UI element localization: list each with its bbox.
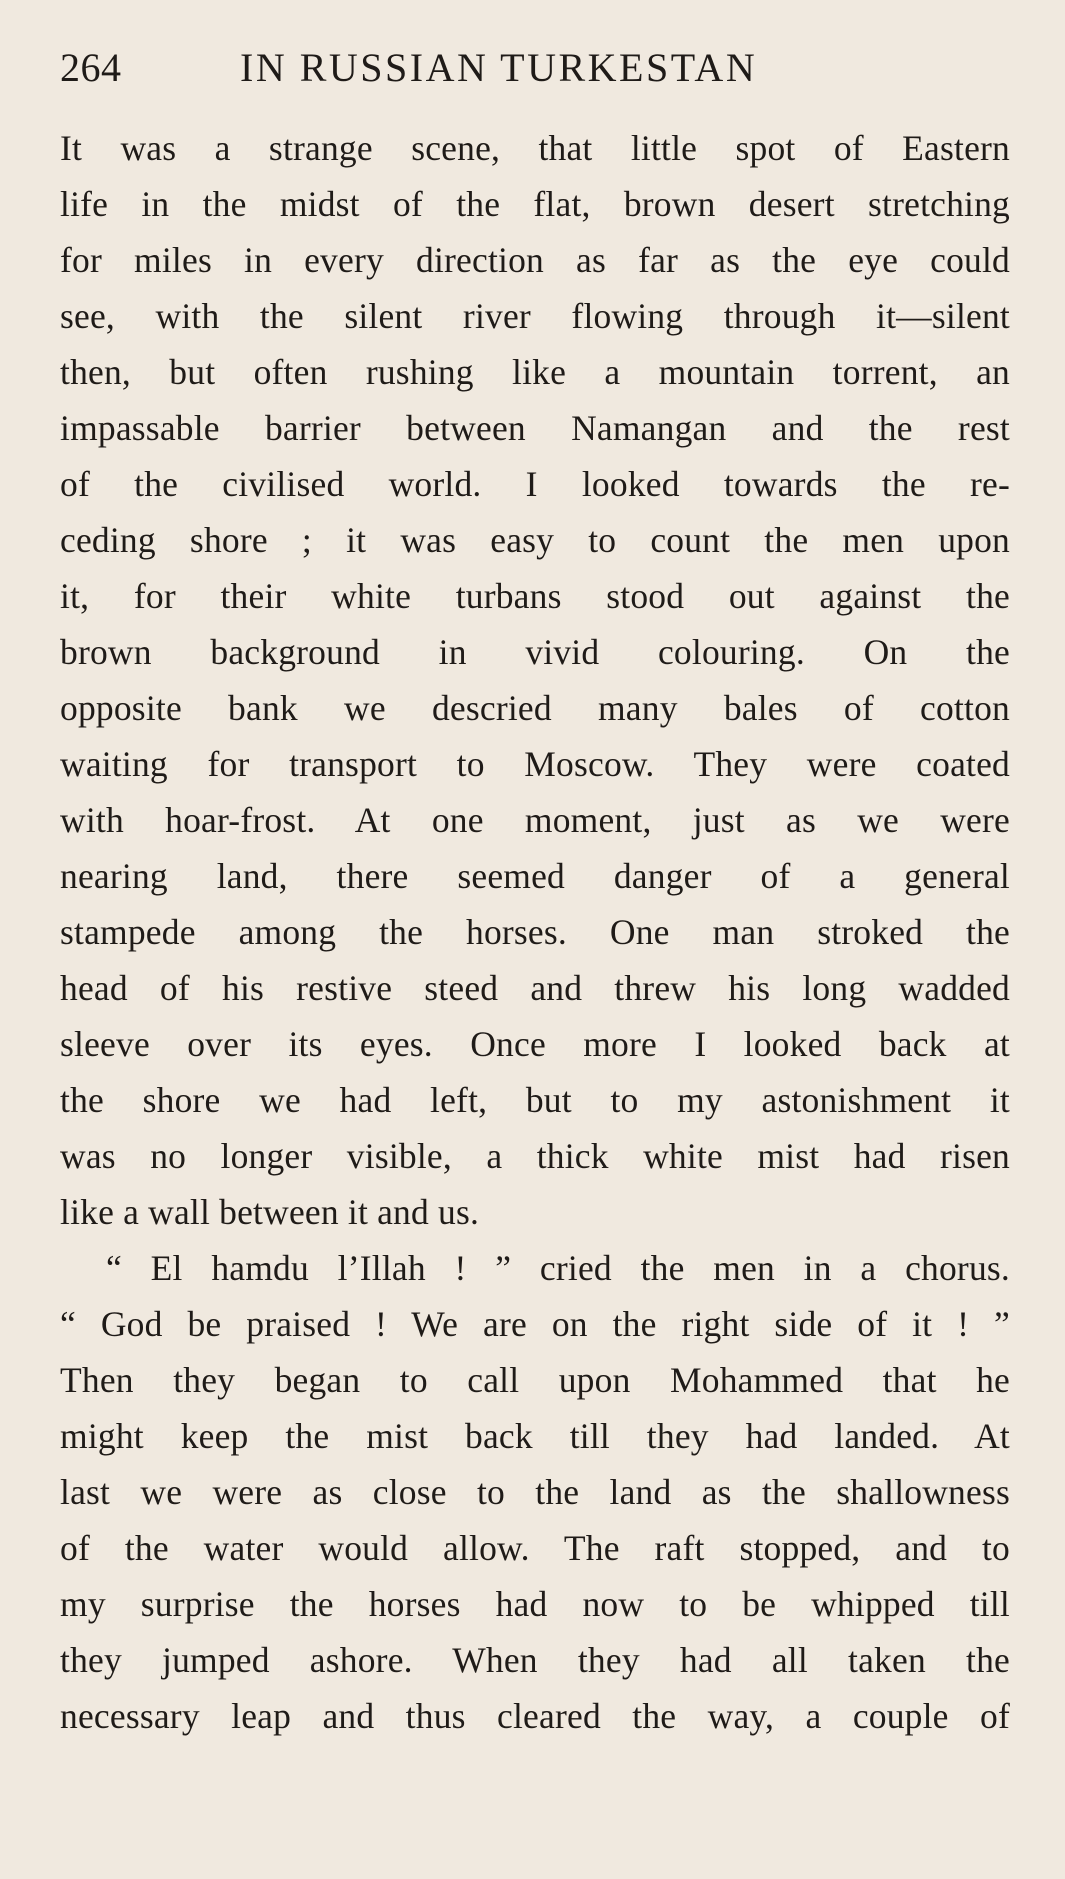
text-line: stampede among the horses. One man stroked the	[60, 912, 1010, 952]
text-line: was no longer visible, a thick white mist had risen	[60, 1136, 1010, 1176]
text-line: waiting for transport to Moscow. They were coated	[60, 744, 1010, 784]
text-line: they jumped ashore. When they had all taken the	[60, 1640, 1010, 1680]
text-line: brown background in vivid colouring. On the	[60, 632, 1010, 672]
text-line: for miles in every direction as far as the eye could	[60, 240, 1010, 280]
text-line: necessary leap and thus cleared the way, a couple of	[60, 1696, 1010, 1736]
text-line: “ El hamdu l’Illah ! ” cried the men in a chorus.	[106, 1248, 1010, 1288]
text-line: of the civilised world. I looked towards the re-	[60, 464, 1010, 504]
text-line: see, with the silent river flowing through it—silent	[60, 296, 1010, 336]
text-line: nearing land, there seemed danger of a general	[60, 856, 1010, 896]
paragraph-2	[60, 1240, 1010, 1744]
text-line: Then they began to call upon Mohammed that he	[60, 1360, 1010, 1400]
page-number: 264	[60, 45, 122, 90]
text-line: “ God be praised ! We are on the right side of it ! ”	[60, 1304, 1010, 1344]
text-line: might keep the mist back till they had landed. At	[60, 1416, 1010, 1456]
text-line: opposite bank we descried many bales of cotton	[60, 688, 1010, 728]
text-line: the shore we had left, but to my astonishment it	[60, 1080, 1010, 1120]
text-line: life in the midst of the flat, brown desert stretching	[60, 184, 1010, 224]
text-line: ceding shore ; it was easy to count the men upon	[60, 520, 1010, 560]
text-line: head of his restive steed and threw his long wadded	[60, 968, 1010, 1008]
running-title: IN RUSSIAN TURKESTAN	[240, 45, 758, 90]
text-line: last we were as close to the land as the shallowness	[60, 1472, 1010, 1512]
text-line: my surprise the horses had now to be whipped till	[60, 1584, 1010, 1624]
body-text	[60, 120, 1010, 1744]
text-line: it, for their white turbans stood out against the	[60, 576, 1010, 616]
text-line: It was a strange scene, that little spot of Eastern	[60, 128, 1010, 168]
running-head	[60, 38, 1017, 98]
text-line: with hoar-frost. At one moment, just as we were	[60, 800, 1010, 840]
paragraph-1	[60, 120, 1010, 1240]
text-line: sleeve over its eyes. Once more I looked back at	[60, 1024, 1010, 1064]
text-line: like a wall between it and us.	[60, 1192, 480, 1232]
text-line: impassable barrier between Namangan and the rest	[60, 408, 1010, 448]
text-line: then, but often rushing like a mountain torrent, an	[60, 352, 1010, 392]
text-line: of the water would allow. The raft stopped, and to	[60, 1528, 1010, 1568]
